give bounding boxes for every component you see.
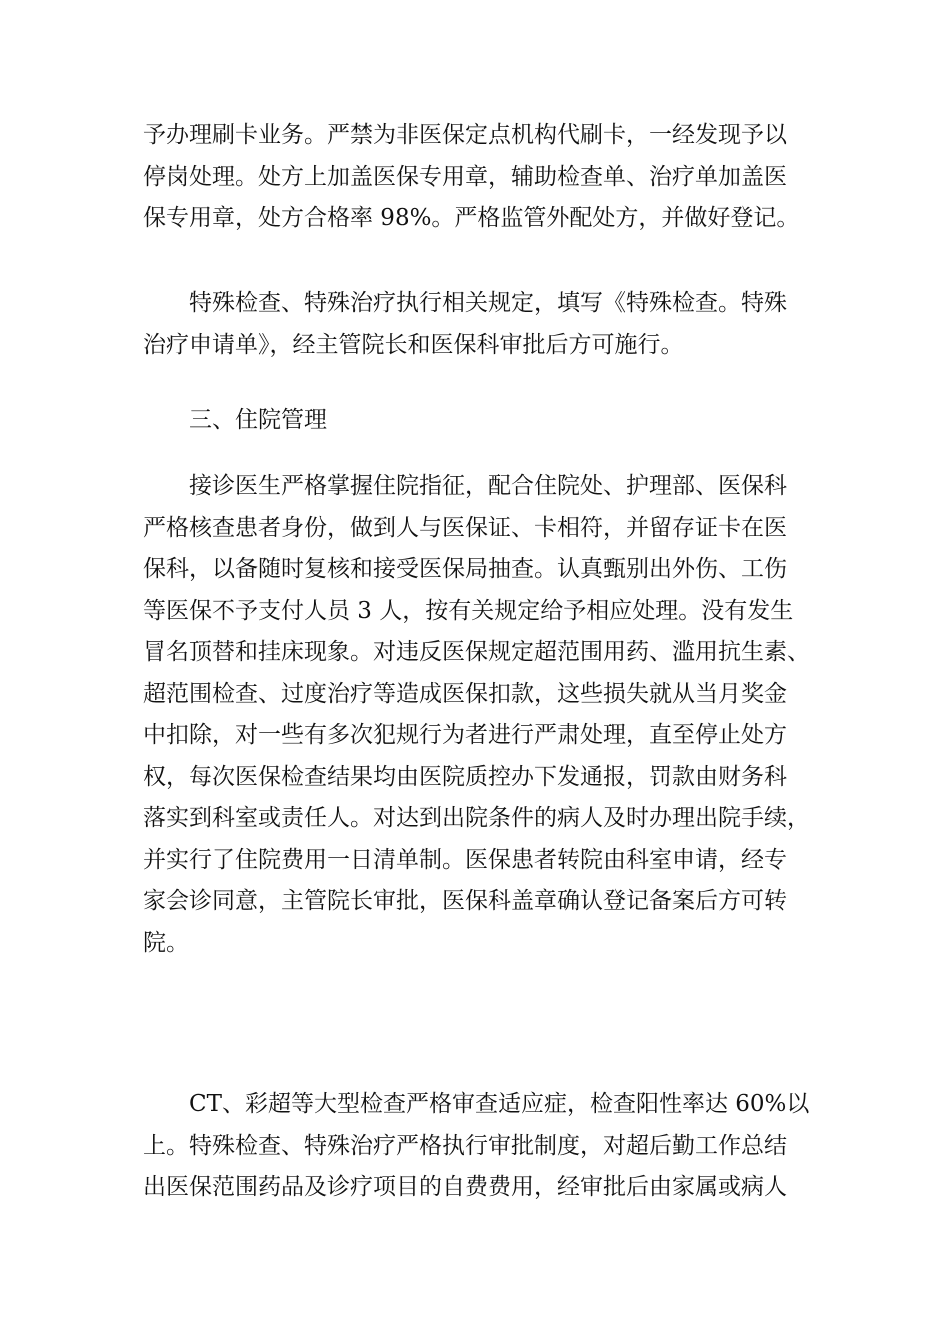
text-line: 予办理刷卡业务。严禁为非医保定点机构代刷卡，一经发现予以	[143, 122, 787, 148]
text-line: 停岗处理。处方上加盖医保专用章，辅助检查单、治疗单加盖医	[143, 163, 787, 190]
text-line: 并实行了住院费用一日清单制。医保患者转院由科室申请，经专	[143, 846, 787, 873]
paragraph-inpatient-management	[143, 466, 823, 964]
text-line: 保科，以备随时复核和接受医保局抽查。认真甄别出外伤、工伤	[143, 556, 787, 582]
heading-text: 三、住院管理	[189, 407, 327, 433]
text-line: 接诊医生严格掌握住院指征，配合住院处、护理部、医保科	[189, 473, 787, 499]
text-line: 治疗申请单》，经主管院长和医保科审批后方可施行。	[143, 331, 684, 358]
text-line: 家会诊同意，主管院长审批，医保科盖章确认登记备案后方可转	[143, 888, 787, 914]
text-line: 严格核查患者身份，做到人与医保证、卡相符，并留存证卡在医	[143, 514, 787, 541]
text-line: 院。	[143, 929, 189, 956]
text-line: 等医保不予支付人员 3 人，按有关规定给予相应处理。没有发生	[143, 597, 794, 624]
text-line: 上。特殊检查、特殊治疗严格执行审批制度，对超后勤工作总结	[143, 1132, 787, 1159]
text-line: 特殊检查、特殊治疗执行相关规定，填写《特殊检查。特殊	[189, 290, 787, 316]
paragraph-card-swipe-prescription	[143, 115, 823, 240]
paragraph-special-exam	[143, 283, 823, 366]
text-line: 冒名顶替和挂床现象。对违反医保规定超范围用药、滥用抗生素、	[143, 639, 810, 665]
text-line: CT、彩超等大型检查严格审查适应症，检查阳性率达 60%以	[189, 1091, 810, 1117]
section-heading-inpatient	[143, 400, 823, 442]
text-line: 权，每次医保检查结果均由医院质控办下发通报，罚款由财务科	[143, 763, 787, 790]
text-line: 落实到科室或责任人。对达到出院条件的病人及时办理出院手续，	[143, 805, 810, 831]
text-line: 保专用章，处方合格率 98%。严格监管外配处方，并做好登记。	[143, 205, 800, 231]
text-line: 中扣除，对一些有多次犯规行为者进行严肃处理，直至停止处方	[143, 722, 787, 748]
text-line: 出医保范围药品及诊疗项目的自费费用，经审批后由家属或病人	[143, 1174, 787, 1200]
text-line: 超范围检查、过度治疗等造成医保扣款，这些损失就从当月奖金	[143, 680, 787, 707]
paragraph-large-exams	[143, 1084, 823, 1209]
